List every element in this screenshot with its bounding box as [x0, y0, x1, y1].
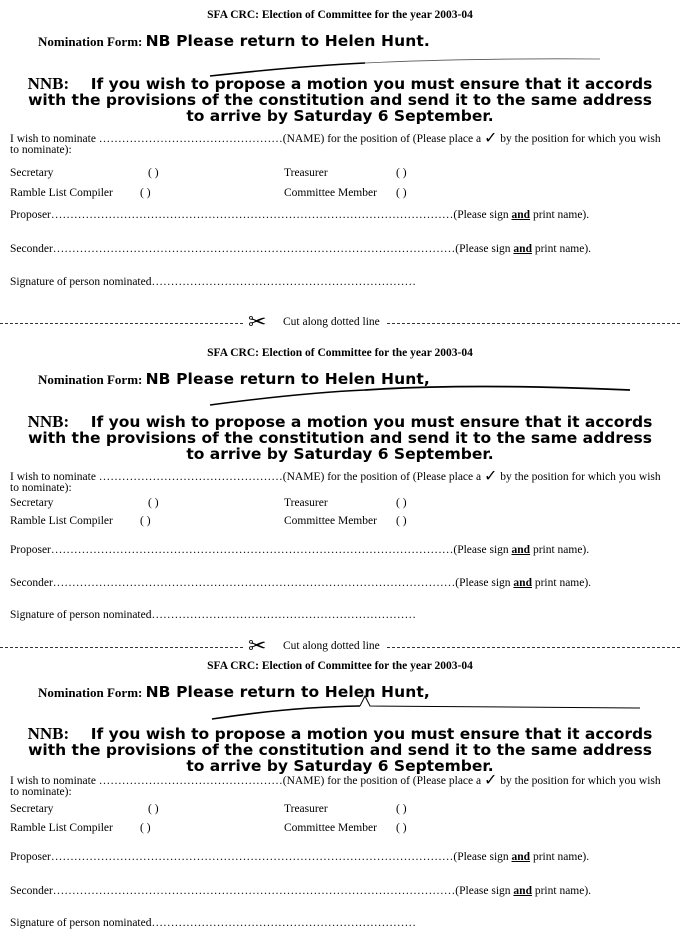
seconder-label: Seconder……………………………………………………………………………………………(Please sign: [10, 243, 511, 255]
position-secretary: Secretary: [10, 803, 54, 815]
nnb-lead: NNB:: [27, 74, 70, 93]
and-word: and: [513, 577, 532, 589]
signature-line[interactable]: Signature of person nominated……………………………………………………………: [10, 609, 416, 621]
signature-line[interactable]: Signature of person nominated……………………………………………………………: [10, 276, 416, 288]
position-treasurer: Treasurer: [284, 167, 328, 179]
signature-line[interactable]: Signature of person nominated……………………………………………………………: [10, 917, 416, 929]
ramble-list-checkbox[interactable]: ( ): [140, 515, 151, 527]
position-ramble-list-compiler: Ramble List Compiler: [10, 187, 113, 199]
nomination-form-1: [0, 0, 680, 290]
and-word: and: [511, 209, 531, 221]
nominate-tail: by the position for which you wish to nominate):: [10, 133, 661, 156]
nomination-prefix: Nomination Form:: [38, 34, 143, 49]
nomination-heading: [38, 683, 430, 701]
nominate-lead: I wish to nominate …………………………………………(NAME) for the position of (Please place a: [10, 471, 482, 483]
nnb-lead: NNB:: [27, 412, 70, 431]
seconder-line[interactable]: [10, 885, 591, 897]
seconder-label: Seconder……………………………………………………………………………………………(Please sign: [10, 577, 511, 589]
committee-member-checkbox[interactable]: ( ): [396, 822, 407, 834]
seconder-label: Seconder……………………………………………………………………………………………(Please sign: [10, 885, 511, 897]
print-name: print name).: [534, 577, 592, 589]
check-mark-icon: ✓: [483, 770, 498, 789]
position-committee-member: Committee Member: [284, 187, 377, 199]
print-name: print name).: [532, 544, 590, 556]
treasurer-checkbox[interactable]: ( ): [396, 497, 407, 509]
and-word: and: [511, 544, 531, 556]
committee-member-checkbox[interactable]: ( ): [396, 515, 407, 527]
nnb-text: If you wish to propose a motion you must ensure that it accords with the provisions of the constitution and send it to the same address to arrive by Saturday 6 September.: [28, 725, 653, 775]
position-secretary: Secretary: [10, 497, 54, 509]
nominate-tail: by the position for which you wish to nominate):: [10, 775, 661, 798]
form-title: SFA CRC: Election of Committee for the year 2003-04: [207, 347, 473, 359]
check-mark-icon: ✓: [483, 466, 498, 485]
nomination-heading: [38, 370, 430, 388]
treasurer-checkbox[interactable]: ( ): [396, 167, 407, 179]
return-instruction: NB Please return to Helen Hunt,: [145, 683, 430, 701]
position-ramble-list-compiler: Ramble List Compiler: [10, 822, 113, 834]
secretary-checkbox[interactable]: ( ): [148, 167, 159, 179]
nominate-lead: I wish to nominate …………………………………………(NAME) for the position of (Please place a: [10, 775, 482, 787]
check-mark-icon: ✓: [483, 128, 498, 147]
and-word: and: [513, 243, 532, 255]
print-name: print name).: [532, 851, 590, 863]
nnb-notice: [18, 414, 662, 462]
position-secretary: Secretary: [10, 167, 54, 179]
position-committee-member: Committee Member: [284, 515, 377, 527]
proposer-line[interactable]: [10, 209, 589, 221]
proposer-label: Proposer……………………………………………………………………………………………(Please sign: [10, 851, 509, 863]
nomination-form-2: [0, 338, 680, 628]
ramble-list-checkbox[interactable]: ( ): [140, 822, 151, 834]
nominate-line: [10, 770, 670, 798]
position-committee-member: Committee Member: [284, 822, 377, 834]
position-treasurer: Treasurer: [284, 803, 328, 815]
print-name: print name).: [532, 209, 590, 221]
and-word: and: [513, 885, 532, 897]
nnb-notice: [18, 726, 662, 774]
scissors-icon: ✂: [248, 310, 267, 335]
nominate-tail: by the position for which you wish to nominate):: [10, 471, 661, 494]
nomination-heading: [38, 32, 430, 50]
print-name: print name).: [534, 885, 592, 897]
nnb-lead: NNB:: [27, 724, 70, 743]
cut-instruction: Cut along dotted line: [283, 640, 380, 652]
position-ramble-list-compiler: Ramble List Compiler: [10, 515, 113, 527]
seconder-line[interactable]: [10, 243, 591, 255]
committee-member-checkbox[interactable]: ( ): [396, 187, 407, 199]
cut-line-1: [0, 310, 680, 335]
nominate-line: [10, 466, 670, 494]
return-instruction: NB Please return to Helen Hunt.: [145, 32, 430, 50]
nomination-prefix: Nomination Form:: [38, 372, 143, 387]
print-name: print name).: [534, 243, 592, 255]
scissors-icon: ✂: [248, 634, 267, 659]
nominate-line: [10, 128, 670, 156]
nomination-prefix: Nomination Form:: [38, 685, 143, 700]
form-title: SFA CRC: Election of Committee for the year 2003-04: [207, 660, 473, 672]
proposer-line[interactable]: [10, 544, 589, 556]
nnb-text: If you wish to propose a motion you must ensure that it accords with the provisions of the constitution and send it to the same address to arrive by Saturday 6 September.: [28, 75, 653, 125]
nnb-text: If you wish to propose a motion you must ensure that it accords with the provisions of the constitution and send it to the same address to arrive by Saturday 6 September.: [28, 413, 653, 463]
secretary-checkbox[interactable]: ( ): [148, 497, 159, 509]
cut-instruction: Cut along dotted line: [283, 316, 380, 328]
form-title: SFA CRC: Election of Committee for the year 2003-04: [207, 9, 473, 21]
nominate-lead: I wish to nominate …………………………………………(NAME) for the position of (Please place a: [10, 133, 482, 145]
return-instruction: NB Please return to Helen Hunt,: [145, 370, 430, 388]
nnb-notice: [18, 76, 662, 124]
ramble-list-checkbox[interactable]: ( ): [140, 187, 151, 199]
treasurer-checkbox[interactable]: ( ): [396, 803, 407, 815]
proposer-line[interactable]: [10, 851, 589, 863]
nomination-form-3: [0, 651, 680, 941]
position-treasurer: Treasurer: [284, 497, 328, 509]
proposer-label: Proposer……………………………………………………………………………………………(Please sign: [10, 544, 509, 556]
proposer-label: Proposer……………………………………………………………………………………………(Please sign: [10, 209, 509, 221]
secretary-checkbox[interactable]: ( ): [148, 803, 159, 815]
and-word: and: [511, 851, 531, 863]
seconder-line[interactable]: [10, 577, 591, 589]
